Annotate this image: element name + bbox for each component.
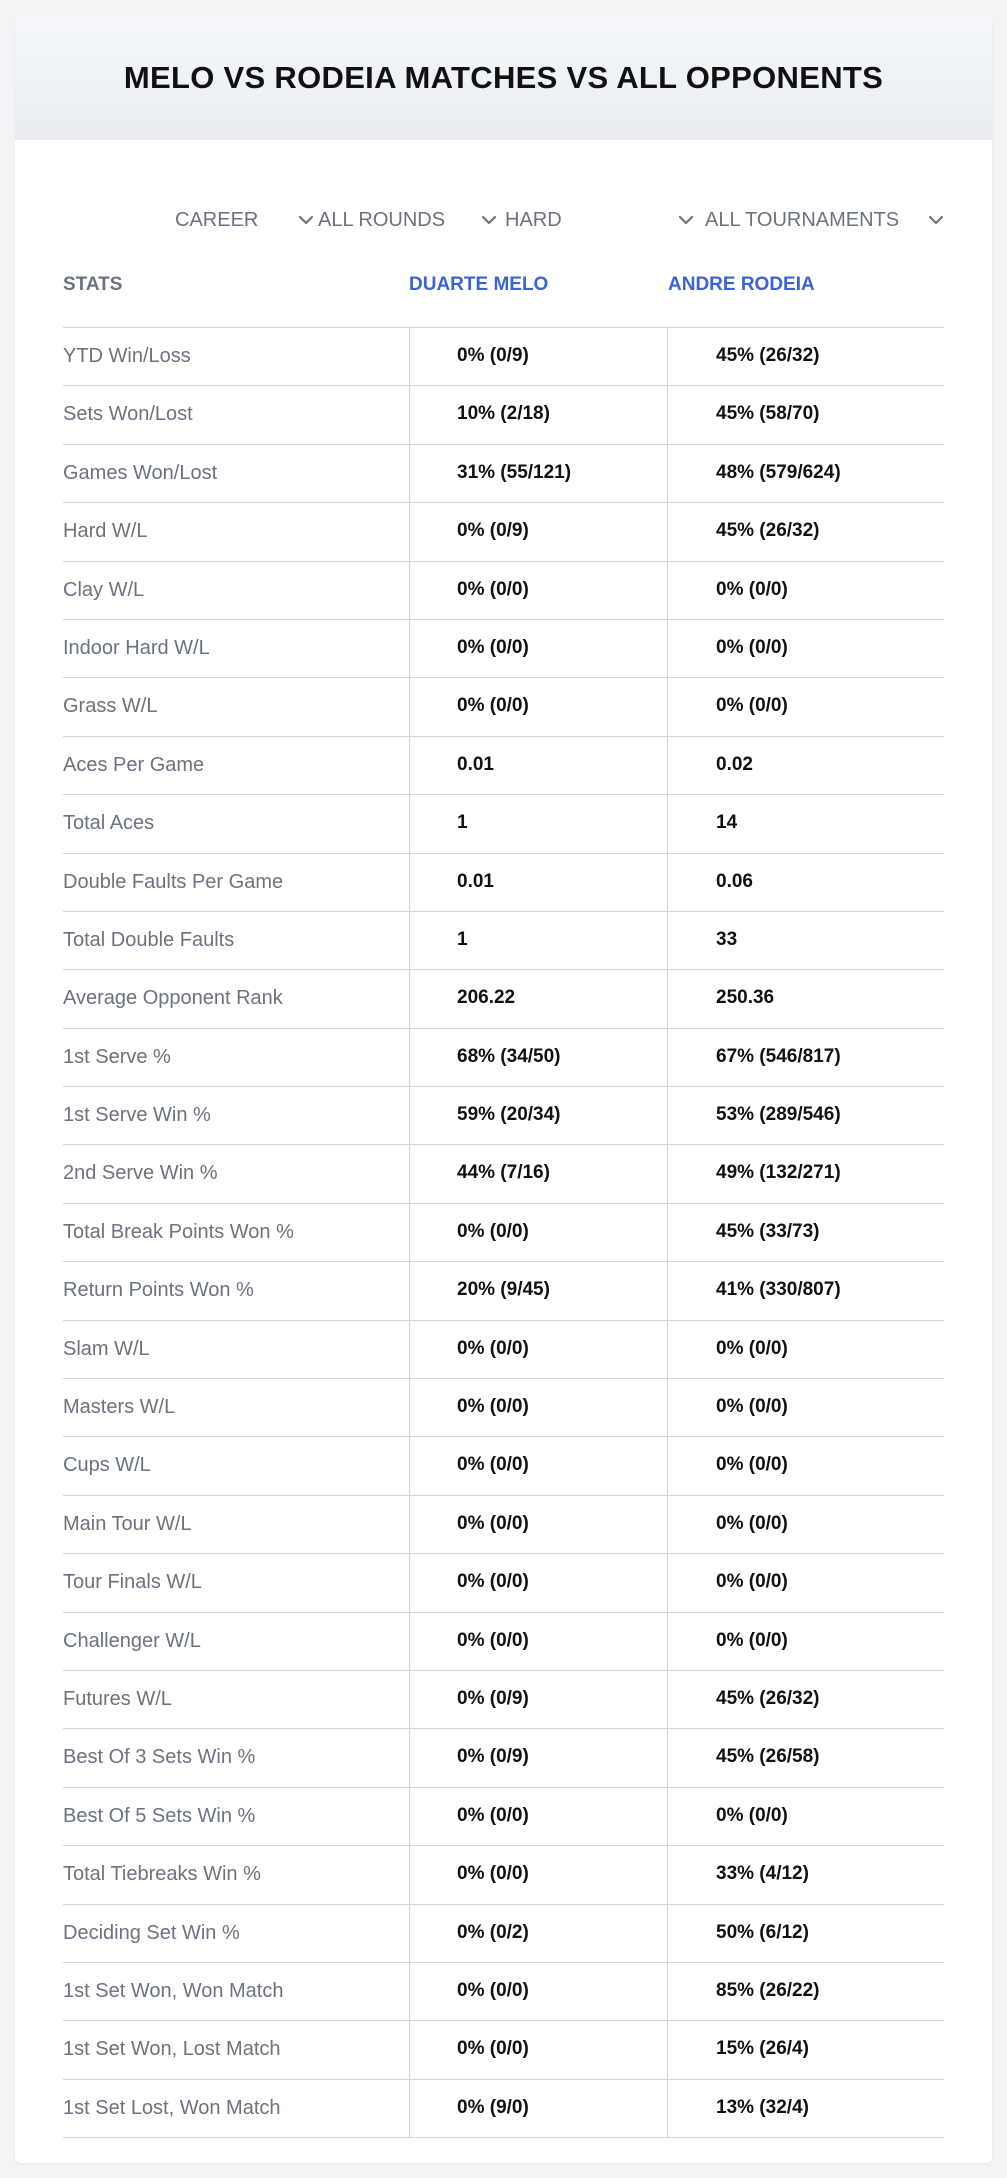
player1-value: 0% (9/0): [457, 2096, 529, 2118]
stat-label: 1st Set Won, Lost Match: [63, 2038, 281, 2061]
player1-value: 0% (0/0): [457, 1337, 529, 1359]
stat-label: Deciding Set Win %: [63, 1921, 240, 1944]
player2-value: 45% (26/32): [716, 1687, 820, 1709]
header-player1-link[interactable]: DUARTE MELO: [409, 274, 549, 295]
stat-label: Total Double Faults: [63, 928, 235, 951]
card-header: [15, 15, 992, 140]
column-divider: [409, 1029, 410, 1086]
column-divider: [667, 503, 668, 560]
player1-value: 0% (0/0): [457, 578, 529, 600]
page-title: MELO VS RODEIA MATCHES VS ALL OPPONENTS: [123, 59, 884, 95]
column-divider: [667, 1963, 668, 2020]
column-divider: [667, 1613, 668, 1670]
filter-tournaments-select[interactable]: [705, 190, 945, 250]
player2-value: 85% (26/22): [716, 1979, 820, 2001]
column-divider: [409, 1145, 410, 1202]
stat-label: Indoor Hard W/L: [63, 636, 210, 659]
player2-value: 0.06: [716, 870, 753, 892]
player2-value: 48% (579/624): [716, 461, 841, 483]
table-row: [63, 1613, 944, 1671]
player1-value: 0% (0/0): [457, 1220, 529, 1242]
player1-value: 1: [457, 812, 468, 834]
player2-value: 0% (0/0): [716, 695, 788, 717]
stat-label: Return Points Won %: [63, 1279, 254, 1302]
column-divider: [667, 854, 668, 911]
player1-value: 0% (0/0): [457, 1863, 529, 1885]
column-divider: [409, 1613, 410, 1670]
filter-value: HARD: [505, 208, 562, 231]
column-divider: [667, 795, 668, 852]
column-divider: [667, 1905, 668, 1962]
table-row: [63, 1788, 944, 1846]
player2-value: 0% (0/0): [716, 636, 788, 658]
stat-label: Clay W/L: [63, 578, 145, 601]
player1-value: 0% (0/9): [457, 1687, 529, 1709]
filter-value: CAREER: [175, 208, 259, 231]
column-divider: [667, 1087, 668, 1144]
player1-value: 0.01: [457, 870, 494, 892]
player1-value: 0% (0/0): [457, 1512, 529, 1534]
table-row: [63, 854, 944, 912]
column-divider: [409, 1671, 410, 1728]
stat-label: Challenger W/L: [63, 1629, 201, 1652]
column-divider: [409, 328, 410, 385]
player2-value: 45% (26/58): [716, 1746, 820, 1768]
table-row: [63, 1671, 944, 1729]
column-divider: [409, 445, 410, 502]
column-divider: [667, 1846, 668, 1903]
column-divider: [667, 445, 668, 502]
stat-label: Games Won/Lost: [63, 461, 218, 484]
stats-card: [15, 15, 992, 2163]
player1-value: 31% (55/121): [457, 461, 572, 483]
player1-value: 44% (7/16): [457, 1162, 550, 1184]
table-row: [63, 1029, 944, 1087]
player1-value: 0% (0/0): [457, 2038, 529, 2060]
column-divider: [409, 503, 410, 560]
chevron-down-icon: [297, 211, 315, 229]
table-row: [63, 2021, 944, 2079]
column-divider: [667, 1379, 668, 1436]
table-row: [63, 386, 944, 444]
column-divider: [667, 1554, 668, 1611]
column-divider: [409, 1554, 410, 1611]
column-divider: [409, 620, 410, 677]
table-row: [63, 737, 944, 795]
column-divider: [667, 1321, 668, 1378]
table-row: [63, 678, 944, 736]
table-row: [63, 1437, 944, 1495]
table-row: [63, 1204, 944, 1262]
stat-label: YTD Win/Loss: [63, 345, 191, 367]
player1-value: 0% (0/0): [457, 636, 529, 658]
column-divider: [667, 2080, 668, 2137]
column-divider: [409, 1437, 410, 1494]
player1-value: 1: [457, 928, 468, 950]
column-divider: [667, 1204, 668, 1261]
table-row: [63, 620, 944, 678]
player2-value: 0% (0/0): [716, 1512, 788, 1534]
stat-label: Best Of 3 Sets Win %: [63, 1746, 256, 1769]
header-player2-link[interactable]: ANDRE RODEIA: [668, 274, 815, 295]
column-divider: [667, 1729, 668, 1786]
player1-value: 0% (0/0): [457, 1396, 529, 1418]
column-divider: [667, 386, 668, 443]
player2-value: 0% (0/0): [716, 1804, 788, 1826]
column-divider: [667, 1262, 668, 1319]
player2-value: 13% (32/4): [716, 2096, 809, 2118]
player2-value: 33: [716, 928, 738, 950]
stat-label: Average Opponent Rank: [63, 987, 283, 1010]
table-row: [63, 562, 944, 620]
player2-value: 33% (4/12): [716, 1863, 809, 1885]
player2-value: 0% (0/0): [716, 1454, 788, 1476]
column-divider: [667, 970, 668, 1027]
player1-value: 0% (0/9): [457, 520, 529, 542]
table-row: [63, 970, 944, 1028]
player2-value: 0.02: [716, 753, 753, 775]
filter-value: ALL ROUNDS: [318, 208, 446, 231]
column-divider: [409, 386, 410, 443]
player2-value: 0% (0/0): [716, 578, 788, 600]
filter-value: ALL TOURNAMENTS: [705, 208, 900, 231]
column-divider: [667, 912, 668, 969]
player2-value: 0% (0/0): [716, 1571, 788, 1593]
stat-label: Slam W/L: [63, 1337, 150, 1360]
player2-value: 0% (0/0): [716, 1337, 788, 1359]
table-row: [63, 1729, 944, 1787]
column-divider: [409, 1729, 410, 1786]
player2-value: 0% (0/0): [716, 1629, 788, 1651]
column-divider: [409, 1204, 410, 1261]
player2-value: 50% (6/12): [716, 1921, 809, 1943]
column-divider: [409, 795, 410, 852]
column-divider: [667, 1437, 668, 1494]
table-row: [63, 1145, 944, 1203]
stat-label: 2nd Serve Win %: [63, 1162, 218, 1185]
stat-label: Main Tour W/L: [63, 1512, 192, 1535]
column-divider: [667, 1145, 668, 1202]
column-divider: [409, 1379, 410, 1436]
stat-label: Aces Per Game: [63, 753, 205, 776]
table-row: [63, 445, 944, 503]
table-row: [63, 328, 944, 386]
player2-value: 45% (26/32): [716, 345, 820, 366]
column-divider: [409, 912, 410, 969]
stat-label: Double Faults Per Game: [63, 870, 284, 893]
player1-value: 59% (20/34): [457, 1104, 561, 1126]
player1-value: 206.22: [457, 987, 516, 1009]
stat-label: 1st Set Won, Won Match: [63, 1979, 284, 2002]
table-row: [63, 1963, 944, 2021]
column-divider: [409, 562, 410, 619]
column-divider: [667, 2021, 668, 2078]
stat-label: Grass W/L: [63, 695, 158, 718]
column-divider: [409, 1846, 410, 1903]
filter-career-select[interactable]: [175, 190, 315, 250]
player1-value: 0% (0/0): [457, 1804, 529, 1826]
stat-label: Total Tiebreaks Win %: [63, 1863, 261, 1886]
filter-bar: [15, 190, 992, 250]
table-row: [63, 1379, 944, 1437]
stat-label: 1st Set Lost, Won Match: [63, 2096, 281, 2119]
table-row: [63, 1321, 944, 1379]
column-divider: [667, 678, 668, 735]
column-divider: [409, 1087, 410, 1144]
column-divider: [409, 1321, 410, 1378]
column-divider: [409, 970, 410, 1027]
column-divider: [409, 737, 410, 794]
player2-value: 45% (58/70): [716, 403, 820, 425]
stat-label: Masters W/L: [63, 1396, 176, 1419]
stat-label: Best Of 5 Sets Win %: [63, 1804, 256, 1827]
table-row: [63, 2080, 944, 2138]
player1-value: 0% (0/0): [457, 1571, 529, 1593]
player1-value: 10% (2/18): [457, 403, 550, 425]
filter-rounds-select[interactable]: [318, 190, 498, 250]
table-row: [63, 1496, 944, 1554]
player1-value: 0% (0/0): [457, 695, 529, 717]
stat-label: Total Break Points Won %: [63, 1220, 294, 1243]
player2-value: 15% (26/4): [716, 2038, 809, 2060]
stat-label: Tour Finals W/L: [63, 1571, 202, 1594]
player1-value: 0% (0/0): [457, 1629, 529, 1651]
stat-label: Cups W/L: [63, 1454, 151, 1477]
stats-table: [63, 250, 944, 2138]
column-divider: [667, 328, 668, 385]
player1-value: 0% (0/0): [457, 1454, 529, 1476]
column-divider: [409, 1905, 410, 1962]
table-row: [63, 912, 944, 970]
table-row: [63, 1905, 944, 1963]
column-divider: [667, 737, 668, 794]
player1-value: 0% (0/0): [457, 1979, 529, 2001]
player1-value: 20% (9/45): [457, 1279, 550, 1301]
stat-label: 1st Serve %: [63, 1045, 171, 1068]
stat-label: 1st Serve Win %: [63, 1104, 211, 1127]
player2-value: 49% (132/271): [716, 1162, 841, 1184]
table-row: [63, 1087, 944, 1145]
column-divider: [409, 2021, 410, 2078]
chevron-down-icon: [480, 211, 498, 229]
column-divider: [667, 1029, 668, 1086]
player2-value: 45% (33/73): [716, 1220, 820, 1242]
table-body: [63, 328, 944, 2138]
player2-value: 14: [716, 812, 738, 834]
player1-value: 0% (0/9): [457, 345, 529, 366]
column-divider: [409, 1496, 410, 1553]
column-divider: [667, 1671, 668, 1728]
player1-value: 0% (0/9): [457, 1746, 529, 1768]
player2-value: 45% (26/32): [716, 520, 820, 542]
player1-value: 0.01: [457, 753, 494, 775]
table-row: [63, 1846, 944, 1904]
player1-value: 0% (0/2): [457, 1921, 529, 1943]
filter-surface-select[interactable]: [505, 190, 695, 250]
table-row: [63, 795, 944, 853]
player2-value: 53% (289/546): [716, 1104, 841, 1126]
stat-label: Futures W/L: [63, 1687, 172, 1710]
column-divider: [409, 1262, 410, 1319]
column-divider: [409, 678, 410, 735]
table-row: [63, 1262, 944, 1320]
column-divider: [667, 562, 668, 619]
column-divider: [409, 854, 410, 911]
player2-value: 41% (330/807): [716, 1279, 841, 1301]
table-header-row: [63, 250, 944, 328]
header-stats: STATS: [63, 274, 123, 295]
chevron-down-icon: [677, 211, 695, 229]
player2-value: 67% (546/817): [716, 1045, 841, 1067]
column-divider: [409, 1963, 410, 2020]
chevron-down-icon: [927, 211, 945, 229]
stat-label: Sets Won/Lost: [63, 403, 193, 426]
stat-label: Hard W/L: [63, 520, 148, 543]
player2-value: 0% (0/0): [716, 1396, 788, 1418]
column-divider: [409, 2080, 410, 2137]
player2-value: 250.36: [716, 987, 775, 1009]
column-divider: [667, 1788, 668, 1845]
table-row: [63, 503, 944, 561]
player1-value: 68% (34/50): [457, 1045, 561, 1067]
column-divider: [667, 1496, 668, 1553]
column-divider: [409, 1788, 410, 1845]
column-divider: [667, 620, 668, 677]
table-row: [63, 1554, 944, 1612]
stat-label: Total Aces: [63, 812, 155, 835]
